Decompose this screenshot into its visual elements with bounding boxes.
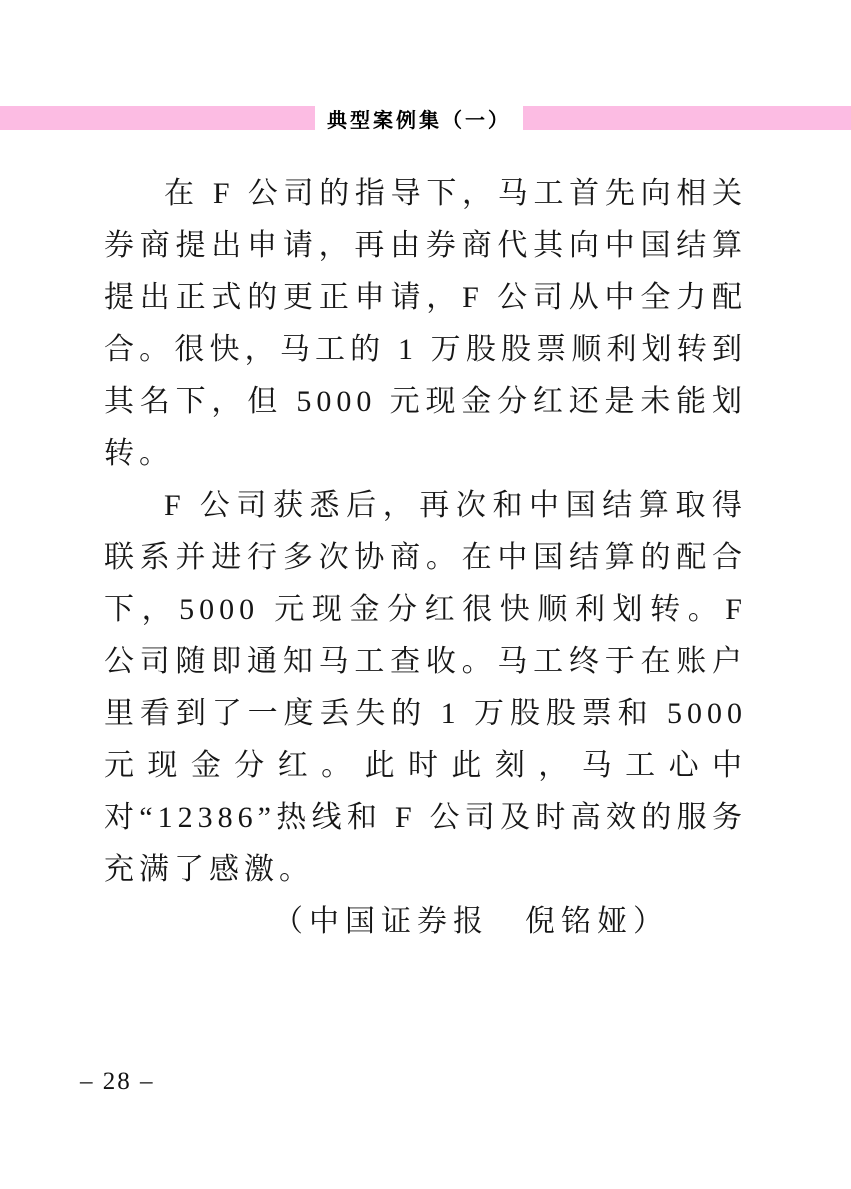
paragraph-2: F 公司获悉后，再次和中国结算取得联系并进行多次协商。在中国结算的配合下，5000 元现金分红很快顺利划转。F 公司随即通知马工查收。马工终于在账户里看到了一度丢失的 1 万股股票和 5000 元现金分红。此时此刻，马工心中对“12386”热线和 F 公司及时高效的服务充满了感激。 [104, 489, 747, 886]
header-band-left [0, 106, 315, 130]
page-number: – 28 – [80, 1068, 155, 1095]
paragraph-1: 在 F 公司的指导下，马工首先向相关券商提出申请，再由券商代其向中国结算提出正式的更正申请，F 公司从中全力配合。很快，马工的 1 万股股票顺利划转到其名下，但 5000 元现金分红还是未能划转。 [104, 177, 747, 470]
body-text [104, 168, 747, 948]
running-head [0, 106, 851, 130]
page-header-title: 典型案例集（一） [315, 106, 523, 130]
header-band-right [523, 106, 851, 130]
citation: （中国证券报 倪铭娅） [273, 905, 669, 938]
